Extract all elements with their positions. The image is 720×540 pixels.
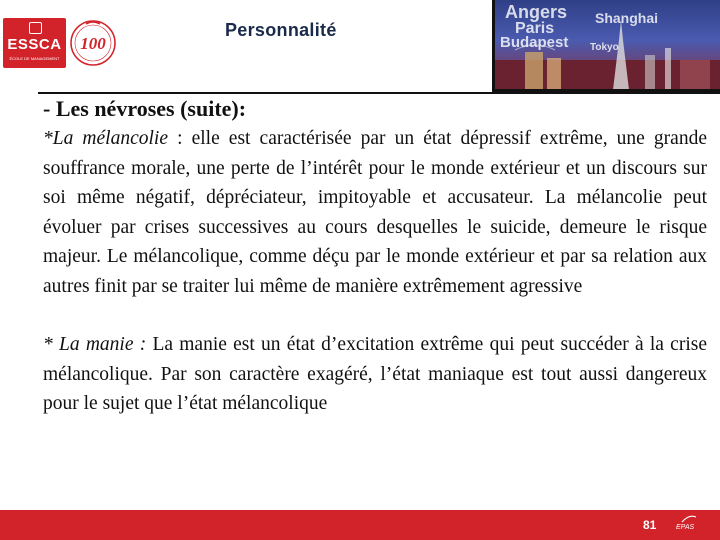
anniversary-logo — [68, 18, 118, 68]
melancolie-term: *La mélancolie — [43, 128, 168, 149]
cities-banner-image — [492, 0, 720, 92]
anniversary-number: 100 — [80, 34, 106, 53]
slide-title: Personnalité — [225, 20, 337, 40]
essca-logo-text: ESSCA — [7, 36, 62, 53]
header-divider — [38, 92, 720, 94]
melancolie-paragraph — [43, 124, 707, 301]
page-number: 81 — [643, 518, 657, 532]
manie-text: La manie est un état d’excitation extrême qui peut succéder à la crise mélancolique. Par son caractère exagéré, l’état maniaque est tout aussi dangereux pour le sujet que l’état mélancolique — [43, 334, 707, 414]
banner-word: Budapest — [500, 34, 569, 51]
epas-logo-text: EPAS — [676, 524, 695, 531]
slide-footer — [0, 510, 720, 540]
essca-logo-subtitle: ÉCOLE DE MANAGEMENT — [9, 56, 60, 61]
essca-logo — [3, 18, 66, 68]
crest-icon — [29, 22, 42, 34]
banner-word: Tokyo — [590, 42, 619, 53]
manie-term: * La manie : — [43, 334, 147, 355]
banner-word: Shanghai — [595, 10, 659, 26]
paragraph-spacer — [43, 301, 707, 330]
slide-content — [43, 96, 707, 419]
slide-header — [0, 0, 720, 92]
manie-paragraph — [43, 330, 707, 419]
swoosh-icon — [681, 514, 697, 524]
section-heading: - Les névroses (suite): — [43, 96, 247, 121]
melancolie-text: : elle est caractérisée par un état dépressif extrême, une grande souffrance morale, une perte de l’intérêt pour le monde extérieur et un discours sur soi même négatif, dépréciateur, impitoyable et accusateur. La mélancolie peut évoluer par crises successives au cours desquelles le suicide, demeure le risque majeur. Le mélancolique, comme déçu par le monde extérieur et par sa relation aux autres finit par se traiter lui même de manière extrêmement agressive — [43, 128, 707, 297]
banner-word: Paris — [515, 20, 555, 37]
banner-word: Angers — [505, 2, 568, 22]
